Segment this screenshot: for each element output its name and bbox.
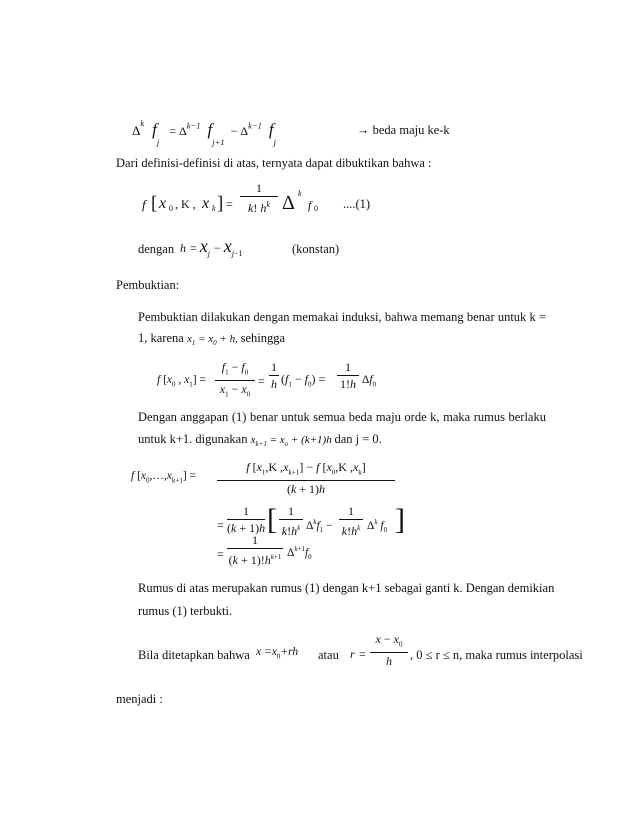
final-line-start: Bila ditetapkan bahwa [138,648,250,662]
base-case-equation: f [$x_0$ , $x_1$] = $f_1 - f_0$ $x_1 - x_0$ = 1 h $(f_1 - f_0)$ = 1 1!h $\Delta f_0$ [157,360,377,399]
forward-difference-note: → beda maju ke-k [357,123,450,137]
proof-line-2: 1, karena $x_1 = x_0 + h$, sehingga [138,331,286,348]
step-size-equation: $h = x_j - x_{j-1}$ [180,236,243,259]
conclusion-line-1: Rumus di atas merupakan rumus (1) dengan k+1 sebagai ganti k. Dengan demikian [138,581,555,595]
inductive-step-result: = 1 $(k + 1)!h^{k+1}$ $\Delta^{k+1}f_0$ [217,533,312,567]
assumption-line-2-end: dan j = 0. [334,432,382,446]
equation-1: f [ x 0 , K , x k ] = 1 k! $h^k$ Δ k f 0 [142,181,318,215]
assumption-line-2-start: untuk k+1. digunakan [138,432,248,446]
proof-heading: Pembuktian: [116,278,180,292]
konstan-label: (konstan) [292,242,340,256]
assumption-line-1: Dengan anggapan (1) benar untuk semua beda maju orde k, maka rumus berlaku [138,410,546,424]
x-definition: $x =x_0+rh$ [256,646,299,661]
intro-paragraph: Dari definisi-definisi di atas, ternyata dapat dibuktikan bahwa : [116,156,432,170]
proof-line-2-start: 1, karena [138,331,184,345]
equation-1-label: ....(1) [343,197,371,211]
conclusion-line-2: rumus (1) terbukti. [138,604,233,618]
dengan-label: dengan [138,242,175,256]
proof-line-1: Pembuktian dilakukan dengan memakai induksi, bahwa memang benar untuk k = [138,310,546,324]
r-definition: r = $x - x_0$ h [350,632,410,672]
final-line-end: , 0 ≤ r ≤ n, maka rumus interpolasi [410,648,583,662]
proof-line-2-end: sehingga [240,331,286,345]
final-line-atau: atau [318,648,339,662]
final-line-2: menjadi : [116,692,163,706]
assumption-line-2: untuk k+1. digunakan $x_{k+1} = x_o + (k+1)h$ dan j = 0. [138,432,382,449]
inductive-step-equation: f $[x_0,\dots,x_{k+1}]$ = f [$x_1,K$ $,x_{k+1}] - f$ [$x_0,K$ $,x_k$] (k + 1)h = 1 (k + 1)h [ 1 $k!h^k$ $\Delta^kf_1$ − 1 $k!h^k$ $\Delta^k$ $f_0$ ] [131,460,405,538]
forward-difference-equation: $\Delta^k$ $f_j = \Delta^{k-1}$ $f_{j+1} - \Delta^{k-1}$ $f_j$ [132,117,276,148]
